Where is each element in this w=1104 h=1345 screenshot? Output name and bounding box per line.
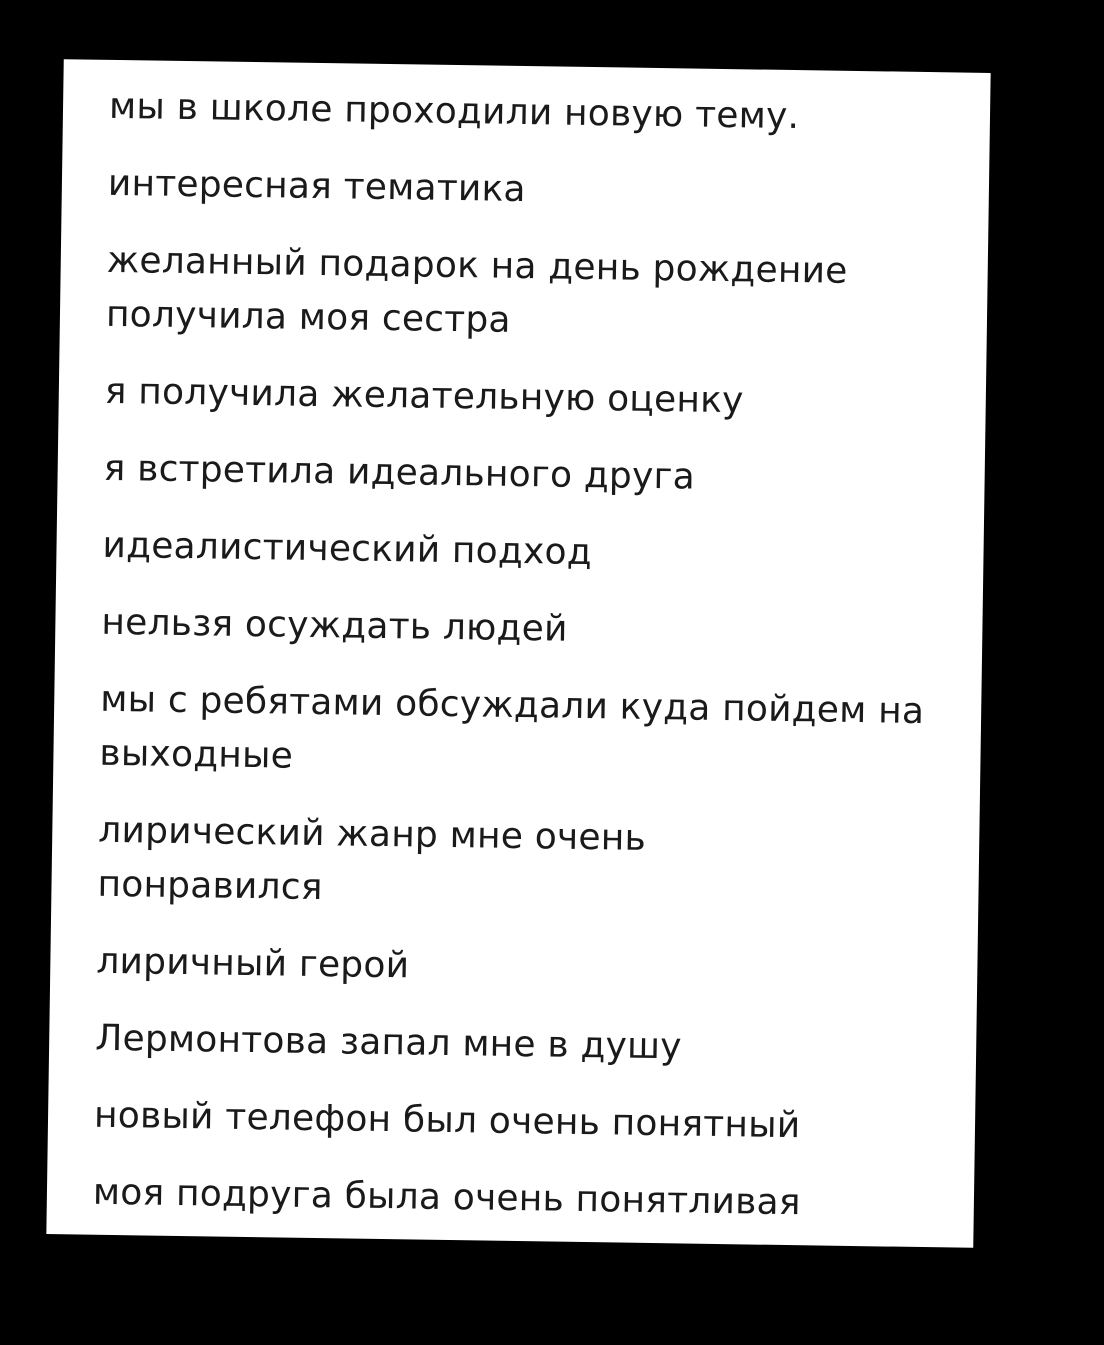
sentence-line: Лермонтова запал мне в душу xyxy=(94,1017,683,1068)
sentence-line: интересная тематика xyxy=(107,162,527,211)
sentence-line: мы с ребятами обсуждали куда пойдем на выходные xyxy=(99,678,925,777)
sentence-line: нельзя осуждать людей xyxy=(101,601,568,650)
sentence-line: я встретила идеального друга xyxy=(103,447,696,498)
sentence-line: лирический жанр мне очень понравился xyxy=(97,809,647,909)
sentence-line: идеалистический подход xyxy=(102,524,593,574)
sentence-list xyxy=(92,80,969,1256)
sentence-line: я получила желательную оценку xyxy=(104,370,744,422)
sentence-line: лиричный герой xyxy=(96,940,410,987)
sentence-line: моя подруга была очень понятливая xyxy=(92,1171,801,1224)
sentence-line: новый телефон был очень понятный xyxy=(93,1094,801,1147)
sentence-line: мы в школе проходили новую тему. xyxy=(108,85,800,138)
paper-sheet xyxy=(46,59,990,1248)
sentence-line: желанный подарок на день рождение получила моя сестра xyxy=(105,239,848,341)
